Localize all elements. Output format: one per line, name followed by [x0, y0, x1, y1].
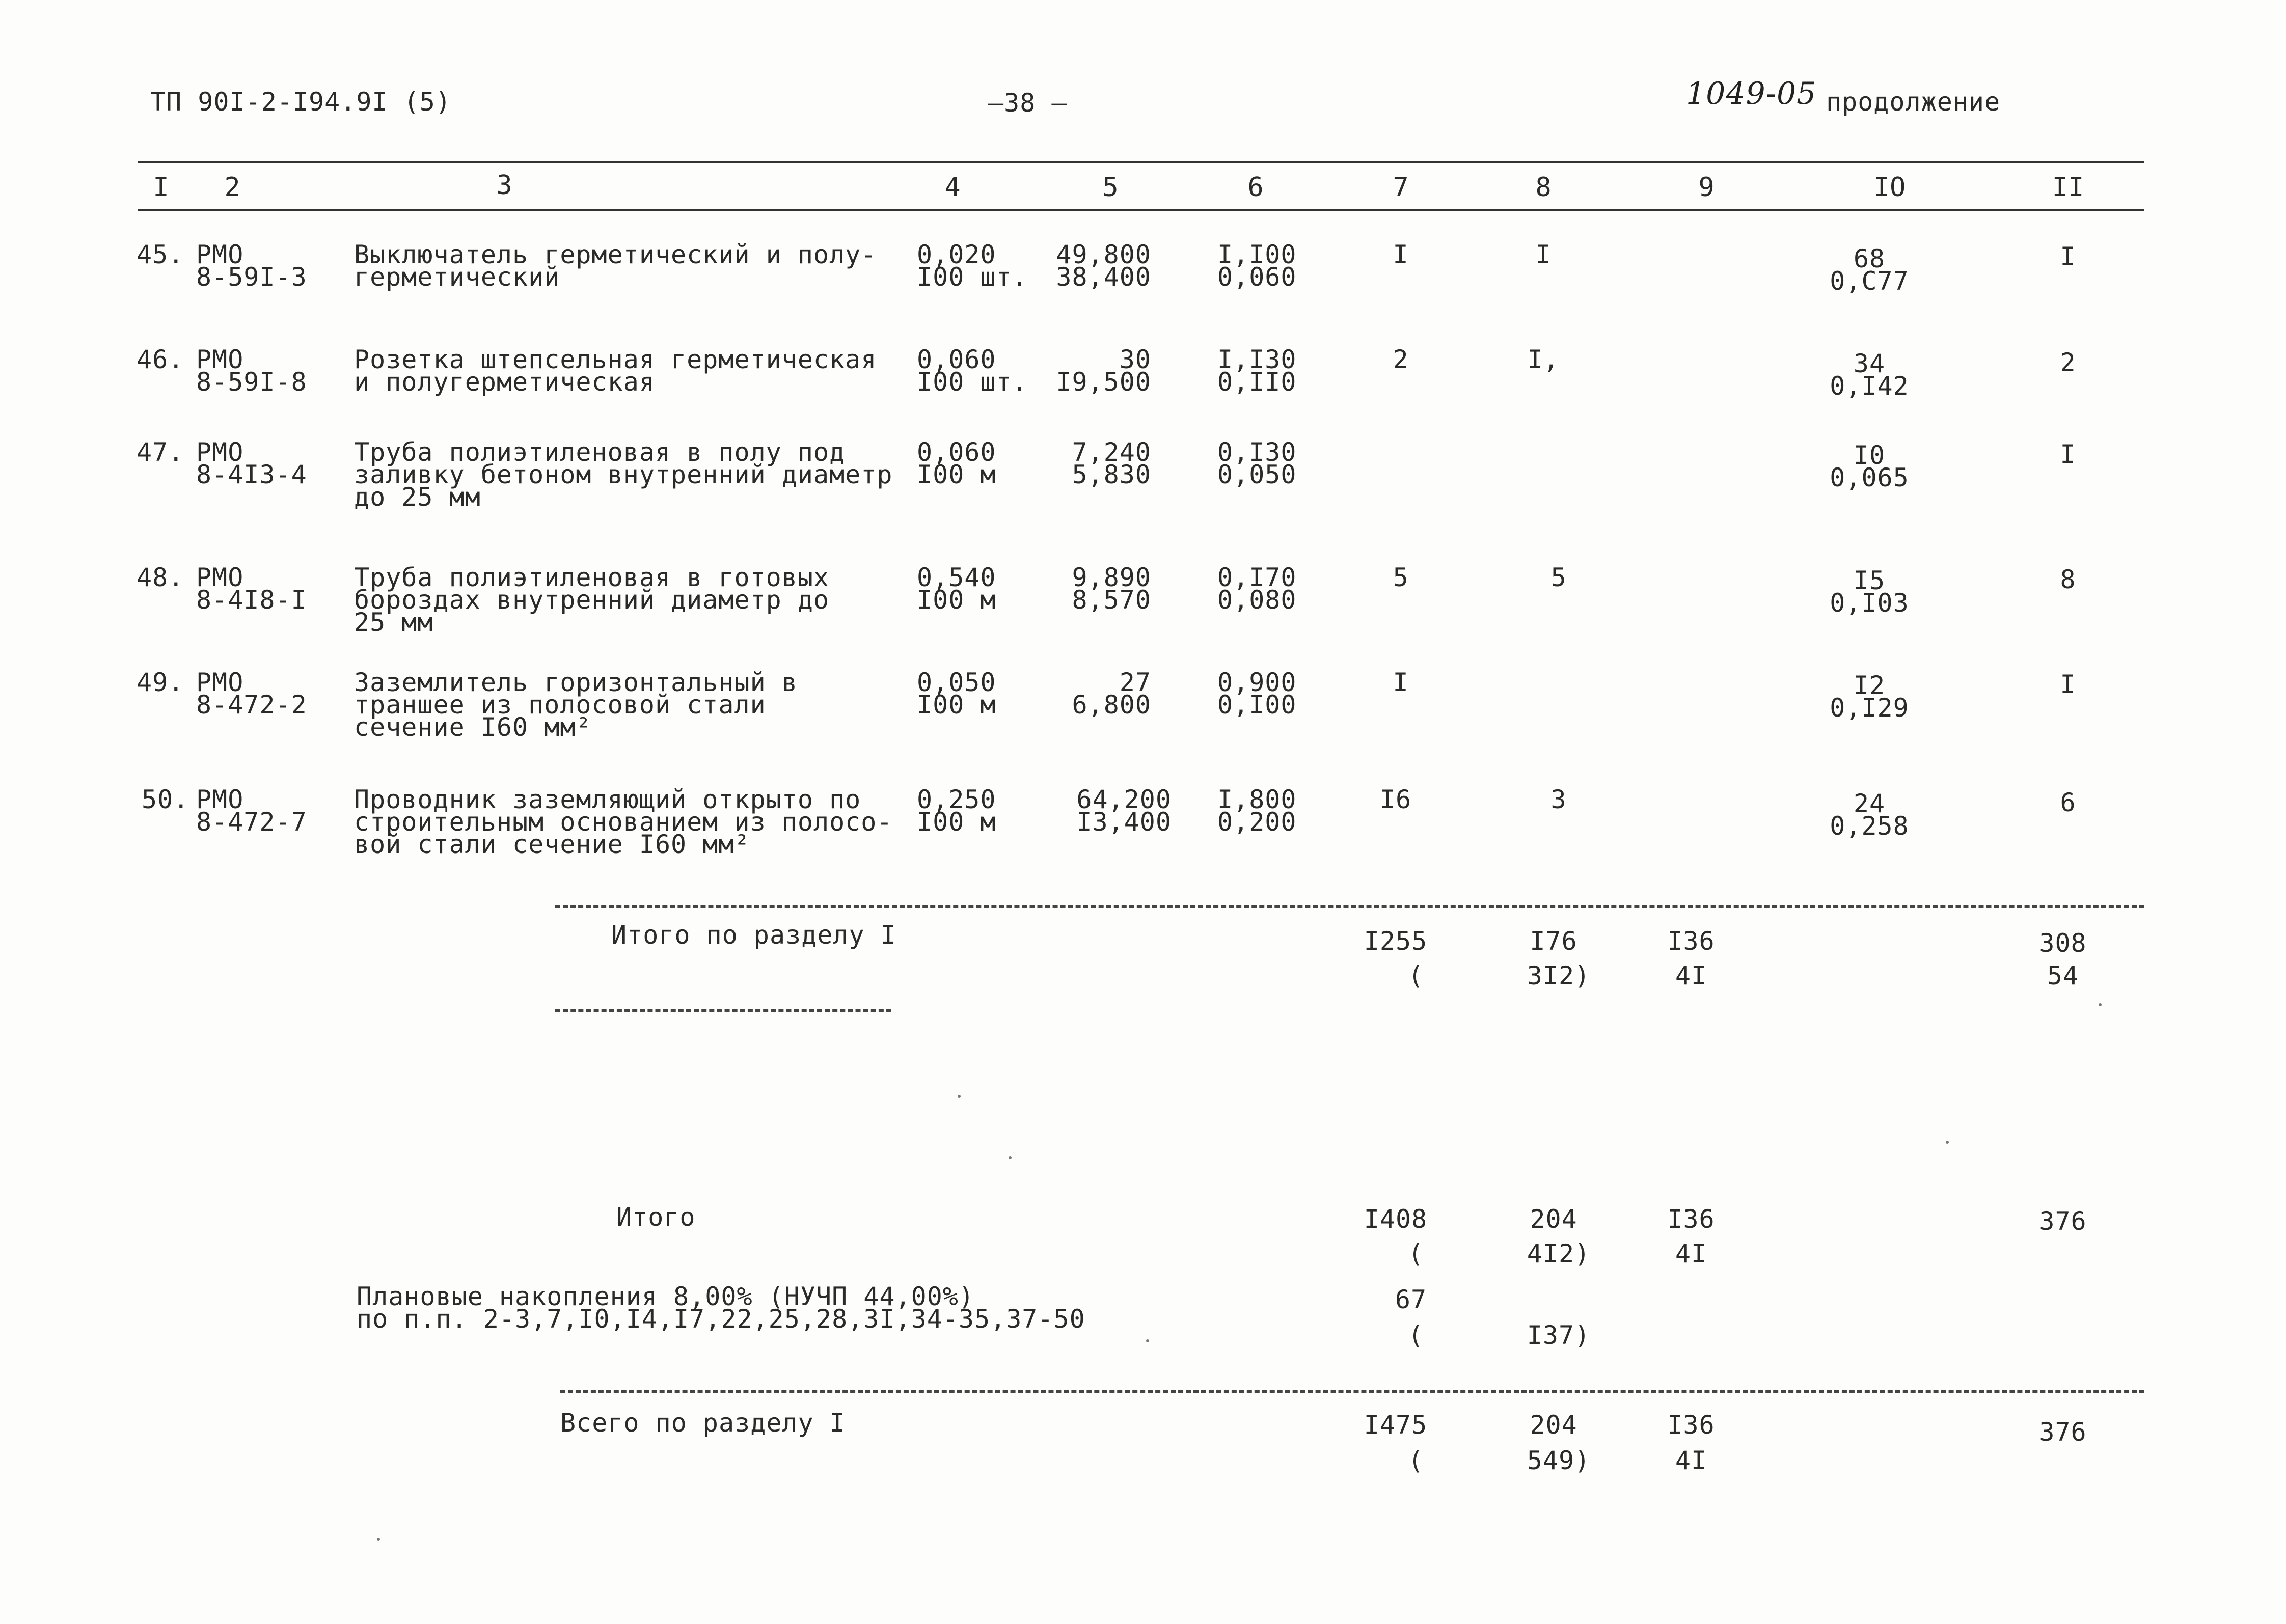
row-code-prefix: РМО [196, 668, 244, 697]
row-col8-value: I [1535, 240, 1552, 269]
scan-speck [958, 1095, 961, 1098]
grand-total-col7-paren: ( [1408, 1446, 1424, 1475]
row-col5-value: 7,240 [1072, 437, 1151, 467]
handwritten-number: 1049-05 [1686, 76, 1817, 112]
row-col10-value: 24 [1853, 789, 1886, 818]
row-code-prefix: РМО [196, 345, 244, 374]
row-description-line: Труба полиэтиленовая в готовых [354, 563, 830, 592]
row-code: 8-59I-8 [196, 367, 307, 397]
section-total-col9: I36 [1667, 926, 1715, 956]
grand-total-col9-second: 4I [1675, 1446, 1707, 1475]
planned-col7-paren: ( [1408, 1320, 1424, 1350]
row-col5-value: 9,890 [1072, 563, 1151, 592]
row-col11-value: 2 [2060, 348, 2076, 377]
row-col4-unit: I00 м [917, 690, 996, 720]
row-col5-value: 38,400 [1056, 262, 1151, 292]
section-total-col11-second: 54 [2047, 961, 2079, 990]
scan-speck [1009, 1156, 1012, 1159]
column-header-8: 8 [1535, 172, 1552, 203]
document-code: ТП 90I-2-I94.9I (5) [150, 87, 451, 117]
total-col7: I408 [1364, 1204, 1428, 1234]
row-col5-value: 27 [1119, 668, 1151, 697]
row-col10-value: 34 [1853, 349, 1886, 378]
row-col6-value: 0,II0 [1217, 367, 1297, 397]
total-col8-paren: 4I2) [1527, 1239, 1591, 1269]
row-col6-value: I,I00 [1217, 240, 1297, 269]
section-total-col8-paren: 3I2) [1527, 961, 1591, 990]
row-col4-unit: I00 шт. [917, 367, 1028, 397]
row-col11-value: 8 [2060, 565, 2076, 594]
row-col10-value: 0,065 [1830, 463, 1909, 492]
section-total-col9-second: 4I [1675, 961, 1707, 990]
continuation-label: продолжение [1826, 87, 2001, 117]
row-col10-value: 0,I42 [1830, 371, 1909, 401]
scan-speck [1146, 1339, 1149, 1342]
row-col6-value: 0,I30 [1217, 437, 1297, 467]
row-col7-value: I6 [1379, 785, 1412, 814]
grand-total-label: Всего по разделу I [560, 1408, 846, 1438]
section-total-top-rule [555, 905, 2144, 908]
row-code-prefix: РМО [196, 437, 244, 467]
row-col8-value: I, [1527, 345, 1560, 374]
row-description-line: Труба полиэтиленовая в полу под [354, 437, 846, 467]
row-col6-value: I,I30 [1217, 345, 1297, 374]
section-total-col7: I255 [1364, 926, 1428, 956]
row-description-line: вой стали сечение I60 мм² [354, 830, 750, 859]
row-code: 8-4I3-4 [196, 460, 307, 489]
row-number: 48. [137, 563, 184, 592]
row-col4-value: 0,540 [917, 563, 996, 592]
row-col11-value: I [2060, 439, 2076, 469]
column-header-10: IO [1873, 172, 1906, 203]
row-col6-value: 0,050 [1217, 460, 1297, 489]
total-col11: 376 [2039, 1206, 2087, 1236]
scan-speck [2099, 1003, 2102, 1006]
row-col7-value: I [1393, 240, 1409, 269]
grand-total-col9: I36 [1667, 1410, 1715, 1440]
grand-total-col7: I475 [1364, 1410, 1428, 1440]
row-col5-value: 49,800 [1056, 240, 1151, 269]
row-description-line: строительным основанием из полосо- [354, 807, 893, 837]
total-col9-second: 4I [1675, 1239, 1707, 1269]
row-col10-value: 0,C77 [1830, 266, 1909, 296]
column-header-9: 9 [1698, 172, 1715, 203]
section-total-col8: I76 [1530, 926, 1577, 956]
row-col5-value: 30 [1119, 345, 1151, 374]
section-total-bottom-rule [555, 1009, 891, 1012]
row-description-line: герметический [354, 262, 560, 292]
planned-col7: 67 [1395, 1285, 1427, 1314]
row-description-line: до 25 мм [354, 482, 481, 512]
row-col4-unit: I00 м [917, 807, 996, 837]
column-header-11: II [2052, 172, 2084, 203]
row-description-line: бороздах внутренний диаметр до [354, 585, 830, 615]
page-number: –38 – [988, 88, 1068, 118]
row-col8-value: 5 [1550, 563, 1567, 592]
row-col7-value: 5 [1393, 563, 1409, 592]
row-col10-value: 0,258 [1830, 811, 1909, 841]
grand-total-col8-paren: 549) [1527, 1446, 1591, 1475]
total-col9: I36 [1667, 1204, 1715, 1234]
row-col6-value: 0,I00 [1217, 690, 1297, 720]
grand-total-col11: 376 [2039, 1417, 2087, 1447]
row-col5-value: I9,500 [1056, 367, 1151, 397]
column-header-5: 5 [1102, 172, 1119, 203]
row-code: 8-472-7 [196, 807, 307, 837]
row-code: 8-472-2 [196, 690, 307, 720]
row-col4-value: 0,250 [917, 785, 996, 814]
row-code-prefix: РМО [196, 563, 244, 592]
column-header-2: 2 [224, 172, 240, 203]
column-header-3: 3 [496, 170, 512, 201]
section-total-col11: 308 [2039, 928, 2087, 958]
row-description-line: Розетка штепсельная герметическая [354, 345, 877, 374]
planned-col8-paren: I37) [1527, 1320, 1591, 1350]
row-col10-value: 0,I29 [1830, 693, 1909, 723]
row-code-prefix: РМО [196, 240, 244, 269]
row-col4-value: 0,050 [917, 668, 996, 697]
row-col5-value: 8,570 [1072, 585, 1151, 615]
row-col6-value: 0,060 [1217, 262, 1297, 292]
row-col5-value: 64,200 [1076, 785, 1172, 814]
row-number: 47. [137, 437, 184, 467]
row-col4-value: 0,020 [917, 240, 996, 269]
row-col10-value: I0 [1853, 441, 1886, 470]
section-total-col7-paren: ( [1408, 961, 1424, 990]
row-description-line: Заземлитель горизонтальный в [354, 668, 798, 697]
section-total-label: Итого по разделу I [611, 920, 896, 950]
total-col8: 204 [1530, 1204, 1577, 1234]
row-number: 49. [137, 668, 184, 697]
header-bottom-rule [138, 209, 2144, 211]
row-code: 8-59I-3 [196, 262, 307, 292]
row-col6-value: I,800 [1217, 785, 1297, 814]
row-col10-value: 68 [1853, 244, 1886, 273]
row-col7-value: I [1393, 668, 1409, 697]
row-col4-value: 0,060 [917, 345, 996, 374]
row-col11-value: I [2060, 242, 2076, 271]
row-col10-value: I5 [1853, 566, 1886, 595]
column-header-7: 7 [1393, 172, 1409, 203]
row-col4-unit: I00 шт. [917, 262, 1028, 292]
row-col6-value: 0,900 [1217, 668, 1297, 697]
row-col4-value: 0,060 [917, 437, 996, 467]
row-col6-value: 0,I70 [1217, 563, 1297, 592]
column-header-6: 6 [1247, 172, 1264, 203]
row-col10-value: 0,I03 [1830, 588, 1909, 618]
row-col4-unit: I00 м [917, 460, 996, 489]
row-col4-unit: I00 м [917, 585, 996, 615]
grand-total-top-rule [560, 1390, 2144, 1393]
scan-speck [1946, 1141, 1949, 1144]
scan-speck [377, 1538, 380, 1541]
row-col7-value: 2 [1393, 345, 1409, 374]
row-description-line: сечение I60 мм² [354, 712, 592, 742]
row-code-prefix: РМО [196, 785, 244, 814]
row-col11-value: 6 [2060, 788, 2076, 817]
row-description-line: и полугерметическая [354, 367, 655, 397]
row-description-line: 25 мм [354, 608, 433, 637]
row-col5-value: 6,800 [1072, 690, 1151, 720]
column-header-4: 4 [944, 172, 961, 203]
planned-line-2: по п.п. 2-3,7,I0,I4,I7,22,25,28,3I,34-35,37-50 [357, 1304, 1085, 1334]
row-col5-value: 5,830 [1072, 460, 1151, 489]
row-col6-value: 0,080 [1217, 585, 1297, 615]
row-number: 45. [137, 240, 184, 269]
row-description-line: траншее из полосовой стали [354, 690, 766, 720]
total-col7-paren: ( [1408, 1239, 1424, 1269]
row-number: 50. [142, 785, 189, 814]
row-col10-value: I2 [1853, 671, 1886, 700]
row-description-line: Выключатель герметический и полу- [354, 240, 877, 269]
row-col6-value: 0,200 [1217, 807, 1297, 837]
row-number: 46. [137, 345, 184, 374]
row-code: 8-4I8-I [196, 585, 307, 615]
column-header-1: I [153, 172, 169, 203]
row-description-line: Проводник заземляющий открыто по [354, 785, 861, 814]
header-top-rule [138, 161, 2144, 163]
total-label: Итого [616, 1202, 696, 1232]
row-col5-value: I3,400 [1076, 807, 1172, 837]
row-col11-value: I [2060, 670, 2076, 699]
grand-total-col8: 204 [1530, 1410, 1577, 1440]
row-description-line: заливку бетоном внутренний диаметр [354, 460, 893, 489]
planned-line-1: Плановые накопления 8,00% (НУЧП 44,00%) [357, 1282, 974, 1311]
row-col8-value: 3 [1550, 785, 1567, 814]
